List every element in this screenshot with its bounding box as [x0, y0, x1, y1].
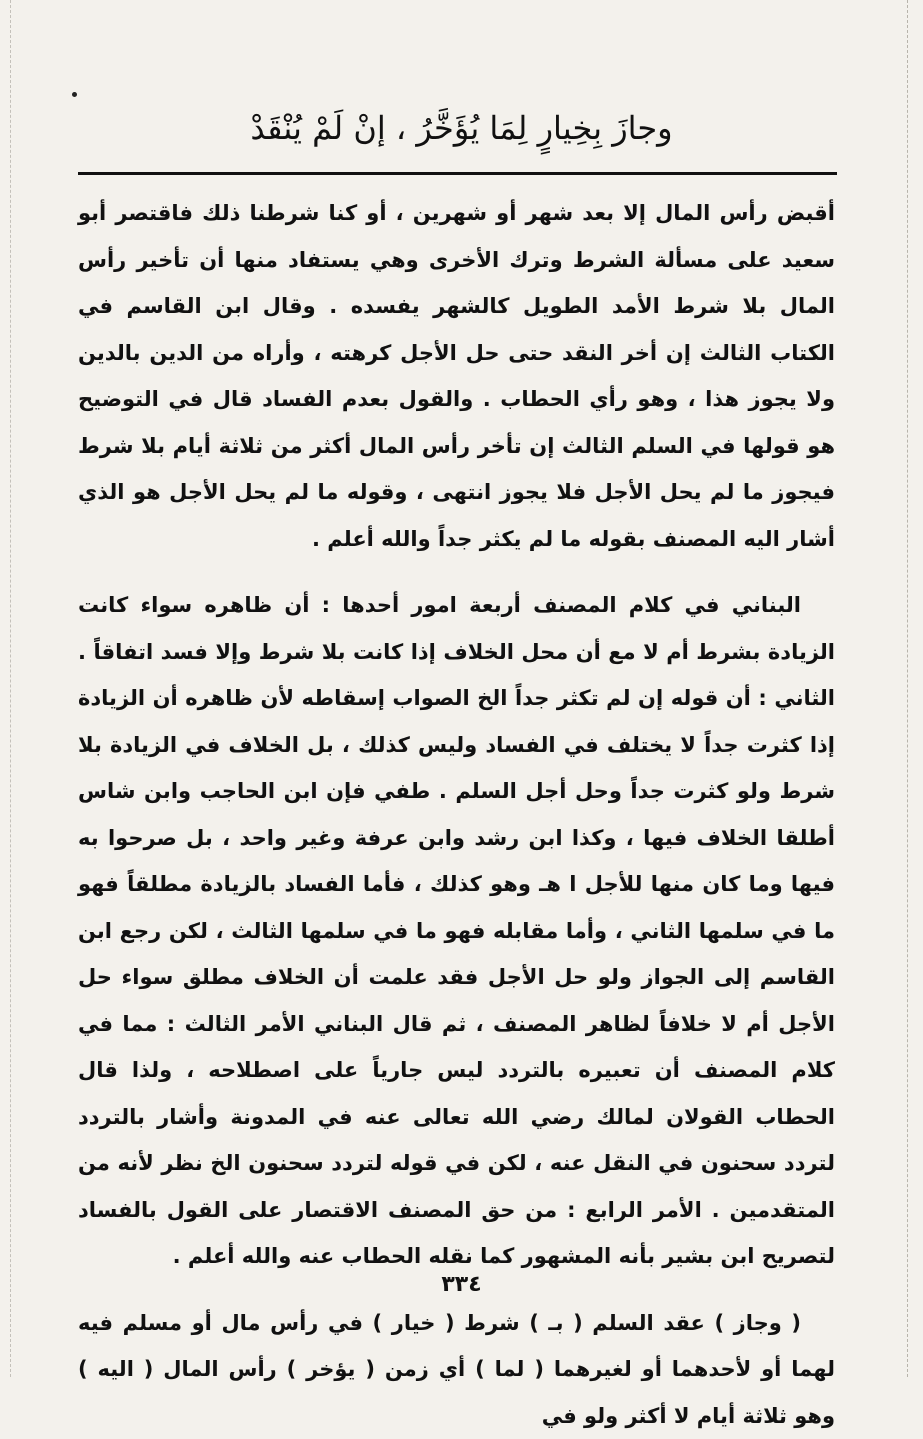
- paragraph-2: البناني في كلام المصنف أربعة امور أحدها : أن ظاهره سواء كانت الزيادة بشرط أم لا مع أن محل الخلاف إذا كانت بلا شرط وإلا فسد اتفاقاً . الثاني : أن قوله إن لم تكثر جداً الخ الصواب إسقاطه لأن ظاهره أن الزيادة إذا كثرت جداً لا يختلف في الفساد وليس كذلك ، بل الخلاف في الزيادة بلا شرط ولو كثرت جداً وحل أجل السلم . طفي فإن ابن الحاجب وابن شاس أطلقا الخلاف فيها ، وكذا ابن رشد وابن عرفة وغير واحد ، بل صرحوا به فيها وما كان منها للأجل ا هـ وهو كذلك ، فأما الفساد بالزيادة مطلقاً فهو ما في سلمها الثاني ، وأما مقابله فهو ما في سلمها الثالث ، لكن رجع ابن القاسم إلى الجواز ولو حل الأجل فقد علمت أن الخلاف مطلق سواء حل الأجل أم لا خلافاً لظاهر المصنف ، ثم قال البناني الأمر الثالث : مما في كلام المصنف أن تعبيره بالتردد ليس جارياً على اصطلاحه ، ولذا قال الحطاب القولان لمالك رضي الله تعالى عنه في المدونة وأشار بالتردد لتردد سحنون في النقل عنه ، لكن في قوله لتردد سحنون الخ نظر لأنه من المتقدمين . الأمر الرابع : من حق المصنف الاقتصار على القول بالفساد لتصريح ابن بشير بأنه المشهور كما نقله الحطاب عنه والله أعلم .: [78, 582, 835, 1280]
- verse-heading: وجازَ بِخِيارٍ لِمَا يُؤَخَّرُ ، إنْ لَمْ يُنْقَدْ: [200, 100, 723, 156]
- page-number: ٣٣٤: [0, 1272, 923, 1297]
- ink-dot: [72, 92, 77, 97]
- paragraph-3: ( وجاز ) عقد السلم ( بـ ) شرط ( خيار ) في رأس مال أو مسلم فيه لهما أو لأحدهما أو لغيرهما ( لما ) أي زمن ( يؤخر ) رأس المال ( اليه ) وهو ثلاثة أيام لا أكثر ولو في: [78, 1300, 835, 1439]
- scan-edge-left: [10, 0, 12, 1377]
- scan-edge-right: [907, 0, 909, 1377]
- paragraph-1: أقبض رأس المال إلا بعد شهر أو شهرين ، أو كنا شرطنا ذلك فاقتصر أبو سعيد على مسألة الشرط وترك الأخرى وهي يستفاد منها أن تأخير رأس المال بلا شرط الأمد الطويل كالشهر يفسده . وقال ابن القاسم في الكتاب الثالث إن أخر النقد حتى حل الأجل كرهته ، وأراه من الدين بالدين ولا يجوز هذا ، وهو رأي الحطاب . والقول بعدم الفساد قال في التوضيح هو قولها في السلم الثالث إن تأخر رأس المال أكثر من ثلاثة أيام بلا شرط فيجوز ما لم يحل الأجل فلا يجوز انتهى ، وقوله ما لم يحل الأجل هو الذي أشار اليه المصنف بقوله ما لم يكثر جداً والله أعلم .: [78, 190, 835, 562]
- header-rule: [78, 172, 837, 175]
- commentary-body: [78, 190, 835, 1439]
